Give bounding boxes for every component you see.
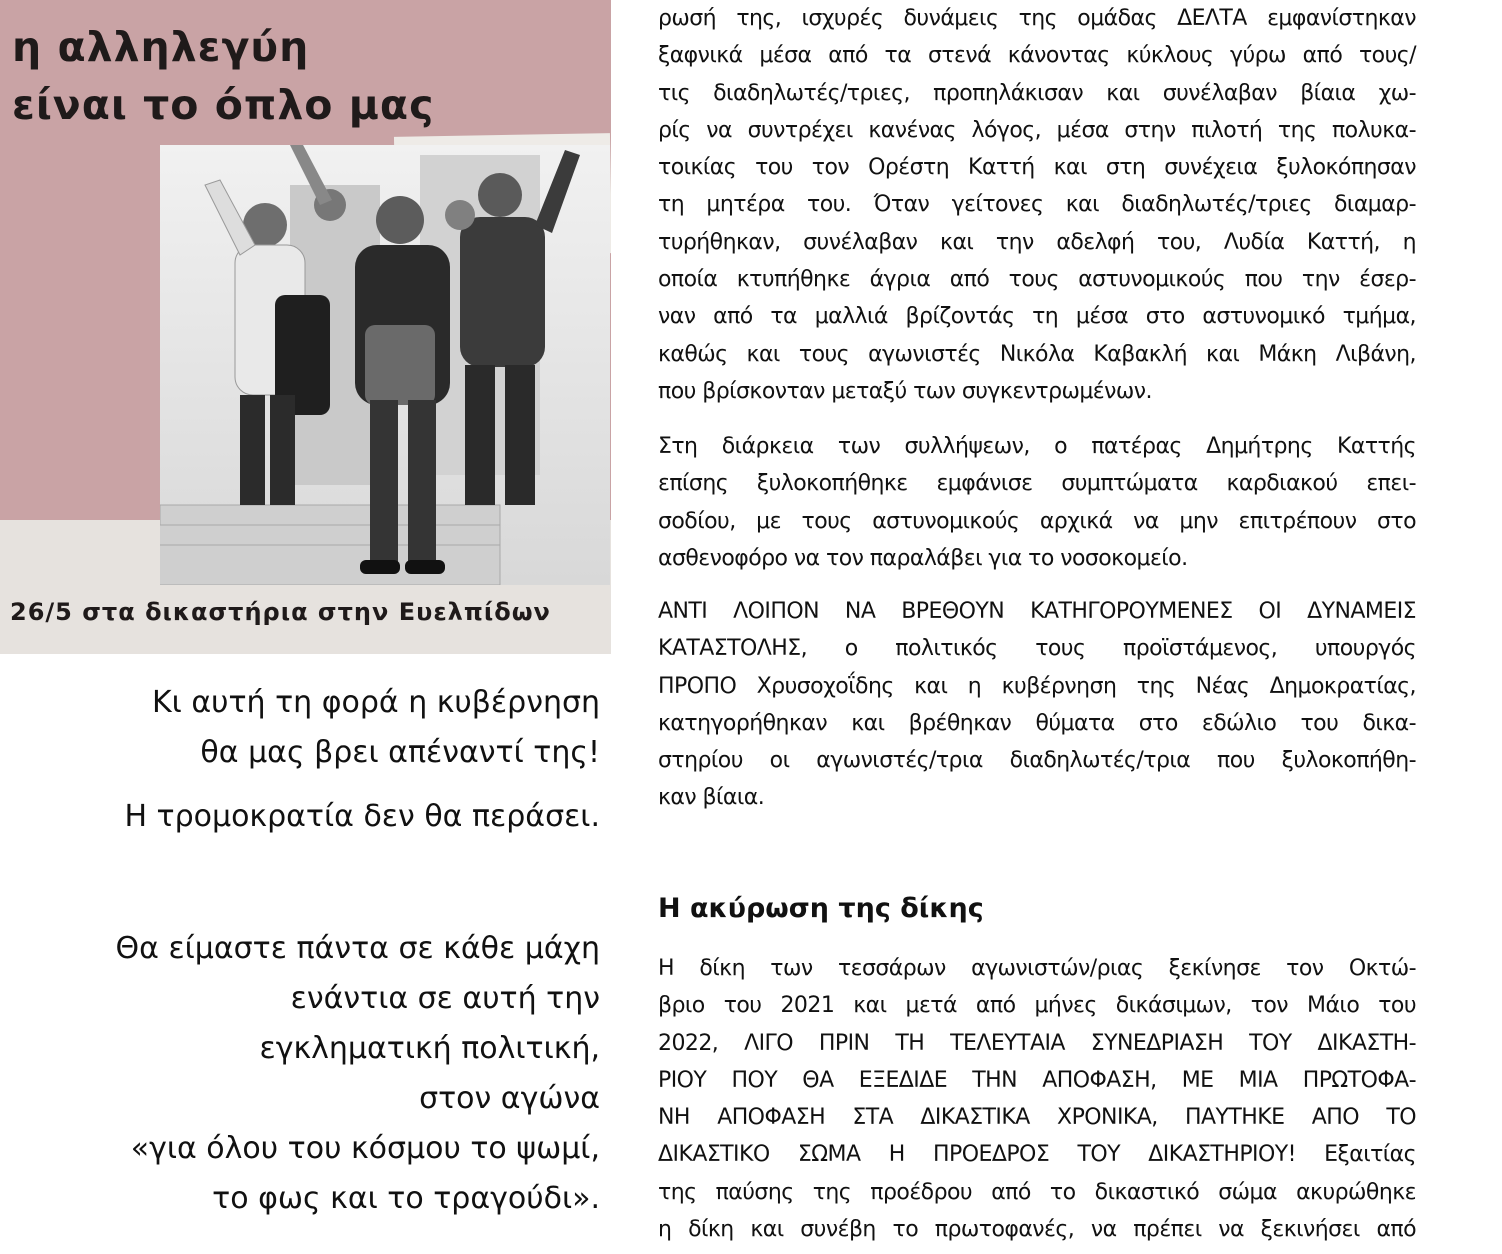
slogan-line: «για όλου του κόσμου το ψωμί, (130, 1131, 600, 1166)
slogan-terrorism (124, 792, 600, 842)
article-line: της παύσης της προέδρου από το δικαστικό σώμα ακυρώθηκε (658, 1179, 1416, 1205)
poster-headline (12, 18, 434, 134)
article-line: ξαφνικά μέσα από τα στενά κάνοντας κύκλους γύρω από τους/ (658, 43, 1416, 69)
article-line: καν βίαια. (658, 785, 765, 811)
article-line: στηρίου οι αγωνιστές/τρια διαδηλωτές/τρια που ξυλοκοπήθη- (658, 748, 1416, 774)
article-line: τοικίας του τον Ορέστη Καττή και στη συνέχεια ξυλοκόπησαν (658, 155, 1416, 181)
article-line: ρίς να συντρέχει κανένας λόγος, μέσα στην πιλοτή της πολυκα- (658, 117, 1416, 143)
slogan-struggle (116, 924, 600, 1224)
article-line: ΠΡΟΠΟ Χρυσοχοΐδης και η κυβέρνηση της Νέας Δημοκρατίας, (658, 673, 1416, 699)
article-line: ΑΝΤΙ ΛΟΙΠΟΝ ΝΑ ΒΡΕΘΟΥΝ ΚΑΤΗΓΟΡΟΥΜΕΝΕΣ ΟΙ ΔΥΝΑΜΕΙΣ (658, 599, 1416, 624)
slogan-line: εγκληματική πολιτική, (259, 1031, 600, 1066)
poster-headline-line-1: η αλληλεγύη (12, 23, 310, 71)
article-line: ρωσή της, ισχυρές δυνάμεις της ομάδας ΔΕΛΤΑ εμφανίστηκαν (658, 6, 1416, 31)
slogan-line: Θα είμαστε πάντα σε κάθε μάχη (115, 931, 600, 966)
article-line: 2022, ΛΙΓΟ ΠΡΙΝ ΤΗ ΤΕΛΕΥΤΑΙΑ ΣΥΝΕΔΡΙΑΣΗ ΤΟΥ ΔΙΚΑΣΤΗ- (658, 1030, 1416, 1056)
article-line: ΝΗ ΑΠΟΦΑΣΗ ΣΤΑ ΔΙΚΑΣΤΙΚΑ ΧΡΟΝΙΚΑ, ΠΑΥΤΗΚΕ ΑΠΟ ΤΟ (658, 1105, 1416, 1131)
article-paragraph-4 (658, 950, 1416, 1248)
article-line: βριο του 2021 και μετά από μήνες δικάσιμων, τον Μάιο του (658, 993, 1416, 1019)
article-line: η δίκη και συνέβη το πρωτοφανές, να πρέπει να ξεκινήσει από (658, 1217, 1416, 1243)
slogan-line: θα μας βρει απέναντί της! (200, 735, 600, 770)
protest-photo (160, 145, 610, 585)
article-line: καθώς και τους αγωνιστές Νικόλα Καβακλή και Μάκη Λιβάνη, (658, 341, 1416, 367)
article-line: επίσης ξυλοκοπήθηκε εμφάνισε συμπτώματα καρδιακού επει- (658, 471, 1416, 497)
article-line: ΡΙΟΥ ΠΟΥ ΘΑ ΕΞΕΔΙΔΕ ΤΗΝ ΑΠΟΦΑΣΗ, ΜΕ ΜΙΑ ΠΡΩΤΟΦΑ- (658, 1067, 1416, 1093)
article-line: τη μητέρα του. Όταν γείτονες και διαδηλωτές/τριες διαμαρ- (658, 192, 1416, 218)
slogan-line: Κι αυτή τη φορά η κυβέρνηση (151, 685, 600, 720)
section-heading: Η ακύρωση της δίκης (658, 893, 984, 924)
article-paragraph-1 (658, 0, 1416, 410)
article-line: ΔΙΚΑΣΤΙΚΟ ΣΩΜΑ Η ΠΡΟΕΔΡΟΣ ΤΟΥ ΔΙΚΑΣΤΗΡΙΟΥ! Εξαιτίας (658, 1142, 1416, 1168)
article-line: ΚΑΤΑΣΤΟΛΗΣ, ο πολιτικός τους προϊστάμενος, υπουργός (658, 636, 1416, 662)
article-line: σοδίου, με τους αστυνομικούς αρχικά να μην επιτρέπουν στο (658, 508, 1416, 534)
article-line: τις διαδηλωτές/τριες, προπηλάκισαν και συνέλαβαν βίαια χω- (658, 80, 1416, 106)
article-line: οποία κτυπήθηκε άγρια από τους αστυνομικούς που την έσερ- (658, 267, 1416, 293)
protest-poster (0, 0, 611, 654)
slogan-government (152, 678, 600, 778)
article-line: Στη διάρκεια των συλλήψεων, ο πατέρας Δημήτρης Καττής (658, 434, 1416, 459)
slogan-line: Η τρομοκρατία δεν θα περάσει. (124, 799, 600, 834)
article-line: κατηγορήθηκαν και βρέθηκαν θύματα στο εδώλιο του δικα- (658, 710, 1416, 736)
poster-headline-line-2: είναι το όπλο μας (12, 81, 435, 129)
article-paragraph-3 (658, 593, 1416, 817)
photo-steps (160, 505, 500, 585)
article-line: ασθενοφόρο να τον παραλάβει για το νοσοκομείο. (658, 545, 1188, 571)
slogan-line: ενάντια σε αυτή την (290, 981, 600, 1016)
poster-date-location: 26/5 στα δικαστήρια στην Ευελπίδων (10, 598, 551, 626)
article-paragraph-2 (658, 428, 1416, 577)
article-line: που βρίσκονταν μεταξύ των συγκεντρωμένων. (658, 378, 1152, 404)
article-line: Η δίκη των τεσσάρων αγωνιστών/ριας ξεκίνησε τον Οκτώ- (658, 956, 1416, 981)
article-line: ναν από τα μαλλιά βρίζοντάς τη μέσα στο αστυνομικό τμήμα, (658, 304, 1416, 330)
article-line: τυρήθηκαν, συνέλαβαν και την αδελφή του, Λυδία Καττή, η (658, 229, 1416, 255)
slogan-line: το φως και το τραγούδι». (212, 1181, 600, 1216)
slogan-line: στον αγώνα (419, 1081, 600, 1116)
